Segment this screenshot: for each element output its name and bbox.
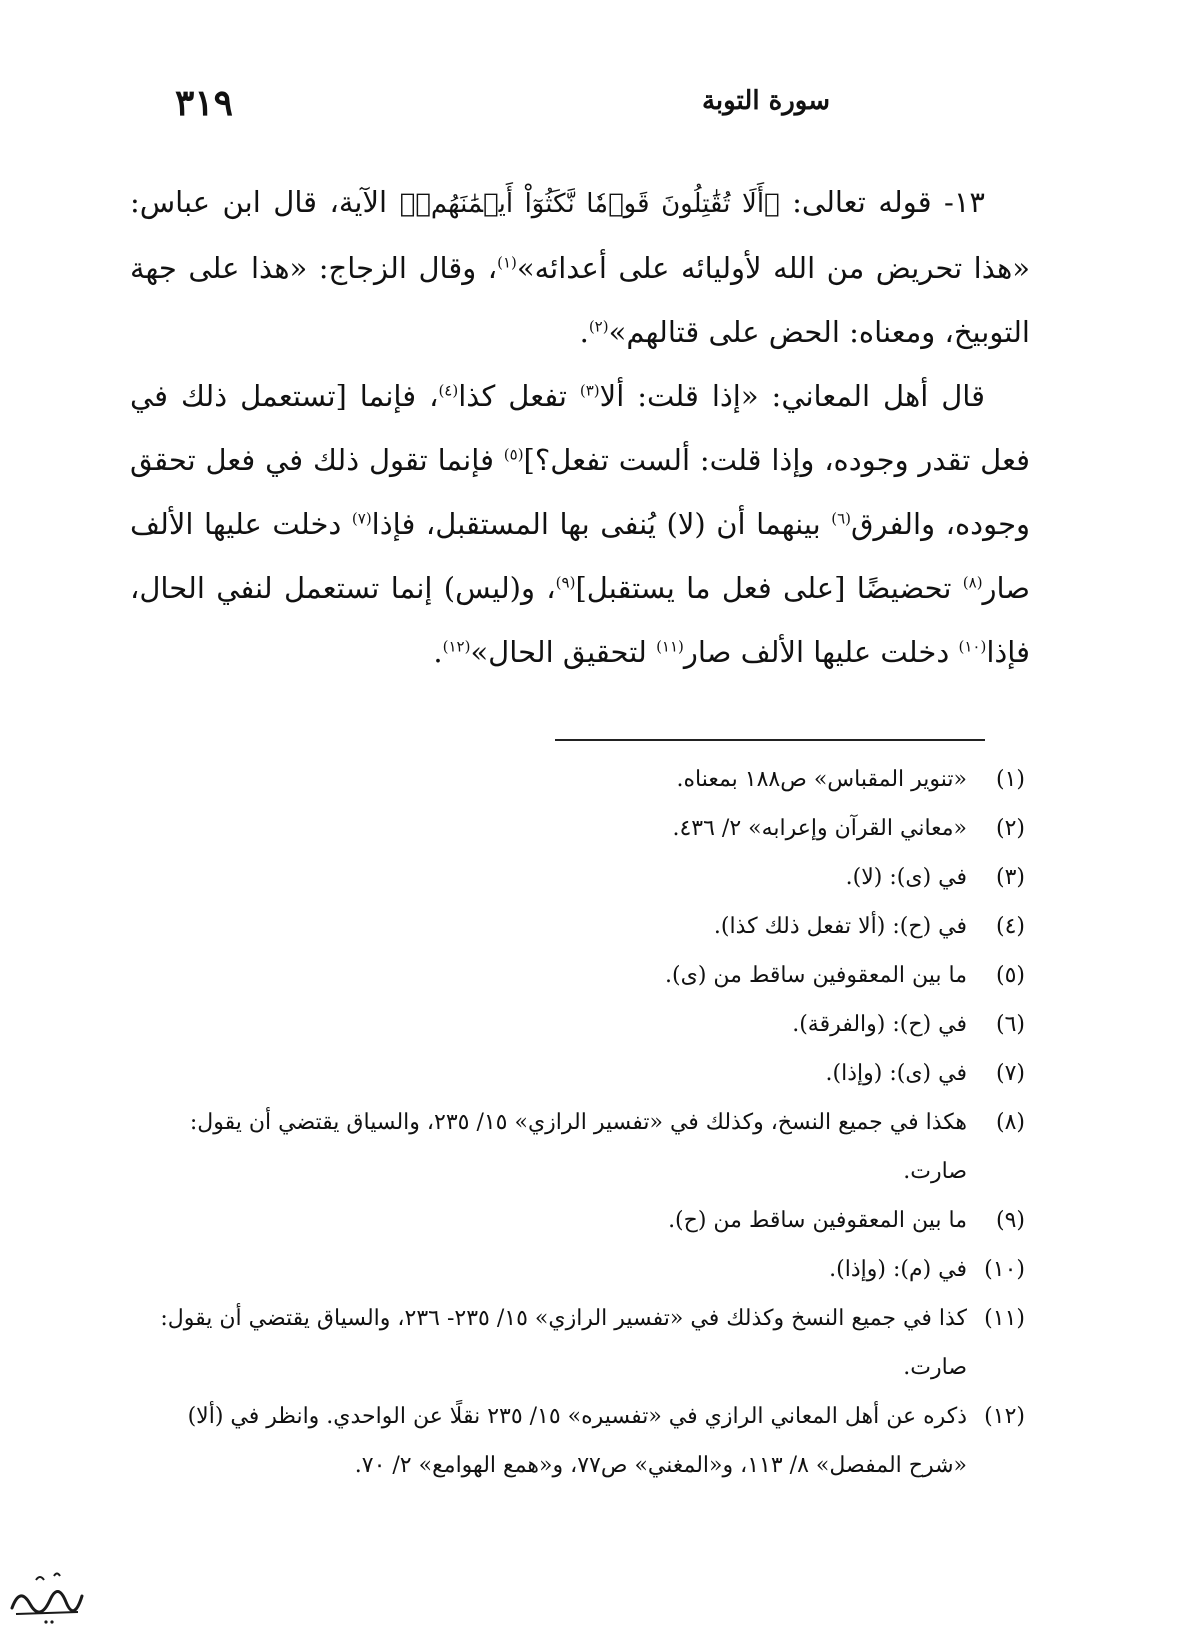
footnote-number: (٨) — [995, 1110, 1025, 1135]
footnote-item — [130, 1245, 1025, 1294]
footnote-item — [130, 1000, 1025, 1049]
footnote-text: ما بين المعقوفين ساقط من (ى). — [665, 963, 967, 988]
footnote-text: هكذا في جميع النسخ، وكذلك في «تفسير الرازي» ١٥/ ٢٣٥، والسياق يقتضي أن يقول: صارت. — [189, 1110, 967, 1184]
footnote-ref[interactable]: (١٠) — [958, 637, 987, 656]
footnote-number: (٣) — [995, 865, 1025, 890]
footnote-number: (١٠) — [984, 1257, 1025, 1282]
footnote-text: في (ح): (والفرقة). — [792, 1012, 967, 1037]
footnote-number: (٥) — [995, 963, 1025, 988]
text-segment: بينهما أن (لا) يُنفى بها المستقبل، فإذا — [371, 507, 832, 541]
text-segment: لتحقيق الحال» — [470, 635, 657, 669]
paragraph-2 — [130, 364, 1030, 684]
footnote-number: (٧) — [995, 1061, 1025, 1086]
footnote-text: «تنوير المقباس» ص١٨٨ بمعناه. — [676, 767, 967, 792]
paragraph-1 — [130, 170, 1030, 364]
text-segment: . — [579, 315, 589, 349]
text-segment: ، فإنما [تستعمل ذلك في فعل تقدر وجوده، وإذا قلت: ألست تفعل؟] — [130, 379, 1030, 477]
page-number: ٣١٩ — [175, 82, 234, 124]
footnotes — [130, 755, 1025, 1490]
footnote-item — [130, 1098, 1025, 1196]
text-segment: فإنما تقول ذلك في فعل تحقق وجوده، والفرق — [130, 443, 1030, 541]
running-title: سورة التوبة — [701, 86, 830, 116]
text-segment: تفعل كذا — [458, 379, 580, 413]
footnote-number: (٢) — [995, 816, 1025, 841]
footnote-number: (٤) — [995, 914, 1025, 939]
footnote-item — [130, 1294, 1025, 1392]
text-segment: . — [433, 635, 443, 669]
footnote-number: (١١) — [984, 1306, 1025, 1331]
verse-lead: ١٣- قوله تعالى: — [779, 185, 986, 219]
footnote-ref[interactable]: (٦) — [831, 509, 851, 528]
publisher-logo — [6, 1560, 86, 1630]
footnote-ref[interactable]: (٨) — [962, 573, 983, 592]
footnote-number: (١٢) — [984, 1404, 1025, 1429]
footnote-number: (٦) — [995, 1012, 1025, 1037]
footnote-item — [130, 755, 1025, 804]
footnote-ref[interactable]: (٢) — [588, 317, 609, 336]
footnote-item — [130, 1196, 1025, 1245]
text-segment: دخلت عليها الألف صار — [683, 635, 959, 669]
footnote-ref[interactable]: (٩) — [555, 573, 576, 592]
footnote-text: ذكره عن أهل المعاني الرازي في «تفسيره» ١٥/ ٢٣٥ نقلًا عن الواحدي. وانظر في (ألا) «شرح المفصل» ٨/ ١١٣، و«المغني» ص٧٧، و«همع الهوامع» ٢/ ٧٠. — [187, 1404, 967, 1478]
footnote-text: في (ى): (لا). — [845, 865, 967, 890]
footnote-separator — [555, 739, 985, 741]
footnote-ref[interactable]: (١١) — [656, 637, 684, 656]
footnote-text: كذا في جميع النسخ وكذلك في «تفسير الرازي» ١٥/ ٢٣٥- ٢٣٦، والسياق يقتضي أن يقول: صارت. — [160, 1306, 967, 1380]
footnote-item — [130, 1392, 1025, 1490]
text-segment: ، و(ليس) إنما تستعمل لنفي الحال، فإذا — [130, 571, 1030, 669]
main-text — [130, 170, 1030, 684]
footnote-ref[interactable]: (٤) — [438, 381, 459, 400]
footnote-item — [130, 853, 1025, 902]
footnote-ref[interactable]: (٣) — [579, 381, 600, 400]
footnote-number: (١) — [995, 767, 1025, 792]
text-segment: ، وقال الزجاج: «هذا على جهة التوبيخ، ومعناه: الحض على قتالهم» — [130, 251, 1030, 349]
footnote-item — [130, 951, 1025, 1000]
footnote-ref[interactable]: (١) — [497, 253, 517, 272]
page-header — [175, 82, 830, 142]
footnote-ref[interactable]: (٧) — [351, 509, 372, 528]
footnote-item — [130, 1049, 1025, 1098]
footnote-ref[interactable]: (٥) — [503, 445, 524, 464]
footnote-item — [130, 902, 1025, 951]
text-segment: الآية، قال ابن عباس: «هذا تحريض من الله لأوليائه على أعدائه» — [130, 185, 1030, 285]
text-segment: تحضيضًا [على فعل ما يستقبل] — [575, 571, 963, 605]
text-segment: دخلت عليها الألف صار — [130, 507, 1031, 605]
footnote-text: ما بين المعقوفين ساقط من (ح). — [668, 1208, 967, 1233]
footnote-text: «معاني القرآن وإعرابه» ٢/ ٤٣٦. — [672, 816, 967, 841]
footnote-item — [130, 804, 1025, 853]
text-segment: قال أهل المعاني: «إذا قلت: ألا — [599, 379, 985, 413]
footnote-text: في (ى): (وإذا). — [825, 1061, 967, 1086]
footnote-text: في (ح): (ألا تفعل ذلك كذا). — [713, 914, 967, 939]
footnote-text: في (م): (وإذا). — [829, 1257, 967, 1282]
quran-verse: ﴿أَلَا تُقَٰتِلُونَ قَوۡمٗا نَّكَثُوٓاْ أَيۡمَٰنَهُمۡ﴾ — [399, 189, 780, 219]
footnote-number: (٩) — [995, 1208, 1025, 1233]
footnote-ref[interactable]: (١٢) — [442, 637, 471, 656]
